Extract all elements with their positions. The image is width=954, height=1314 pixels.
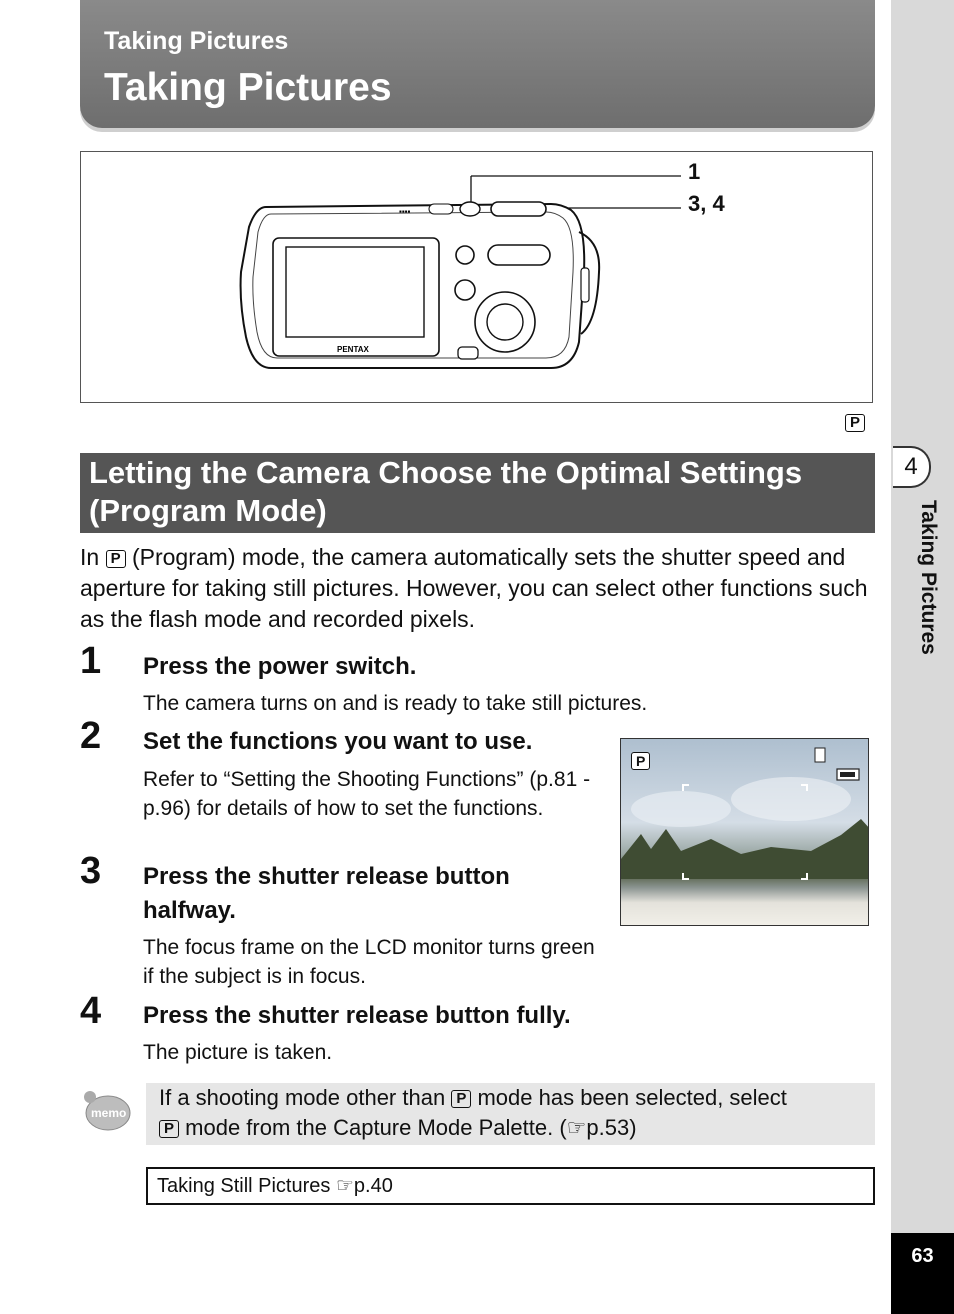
step-heading: Press the power switch.: [143, 653, 417, 680]
step-heading: Press the shutter release button halfway.: [143, 863, 510, 924]
memo-text: mode has been selected, select: [477, 1085, 787, 1110]
step-description: The camera turns on and is ready to take still pictures.: [143, 692, 648, 715]
lcd-preview-image: [620, 738, 869, 926]
intro-paragraph: [80, 542, 880, 635]
camera-figure: [80, 151, 873, 403]
memo-text: mode from the Capture Mode Palette. (: [185, 1115, 567, 1140]
memo-page-ref: ☞p.53: [566, 1115, 630, 1140]
program-mode-icon: P: [845, 414, 865, 432]
step-description: The focus frame on the LCD monitor turns green if the subject is in focus.: [143, 936, 595, 988]
page-header: [80, 0, 875, 128]
memo-text: If a shooting mode other than: [159, 1085, 446, 1110]
page-number: 63: [891, 1233, 954, 1314]
memo-label: memo: [91, 1106, 127, 1120]
step-description: The picture is taken.: [143, 1041, 333, 1064]
step-heading: Set the functions you want to use.: [143, 728, 533, 755]
step-heading: Press the shutter release button fully.: [143, 1002, 571, 1029]
mode-indicator: [845, 414, 865, 434]
callout-power: 1: [688, 159, 701, 184]
header-title: Taking Pictures: [104, 66, 392, 109]
program-mode-icon: P: [631, 752, 650, 770]
program-mode-icon: P: [159, 1120, 179, 1138]
step-description: Refer to “Setting the Shooting Functions” (p.81 - p.96) for details of how to set the functions.: [143, 768, 591, 820]
chapter-title: Taking Pictures: [917, 500, 940, 655]
program-mode-icon: P: [451, 1090, 471, 1108]
lcd-overlay: [621, 739, 869, 926]
step-number: 4: [80, 990, 102, 1032]
reference-box: [146, 1167, 875, 1205]
reference-text: Taking Still Pictures: [157, 1175, 331, 1197]
intro-text: (Program) mode, the camera automatically sets the shutter speed and aperture for taking still pictures. However, you can select other functions such as the flash mode and recorded pixels.: [80, 544, 868, 632]
intro-prefix: In: [80, 544, 100, 570]
section-heading: Letting the Camera Choose the Optimal Settings (Program Mode): [80, 453, 875, 533]
step-number: 1: [80, 640, 102, 682]
step-number: 2: [80, 715, 102, 757]
memo-icon: [82, 1089, 132, 1138]
side-strip: [891, 0, 954, 1314]
reference-page-ref: ☞p.40: [335, 1175, 393, 1197]
memo-note: [146, 1083, 875, 1145]
step-number: 3: [80, 850, 102, 892]
header-subtitle: Taking Pictures: [104, 27, 289, 55]
chapter-number: 4: [893, 446, 931, 488]
program-mode-icon: P: [106, 550, 126, 568]
memo-text: ): [629, 1115, 637, 1140]
camera-illustration: [81, 152, 871, 402]
svg-text:▪▪▪▪: ▪▪▪▪: [399, 207, 411, 216]
callout-shutter: 3, 4: [688, 191, 725, 216]
camera-brand: PENTAX: [337, 345, 369, 354]
